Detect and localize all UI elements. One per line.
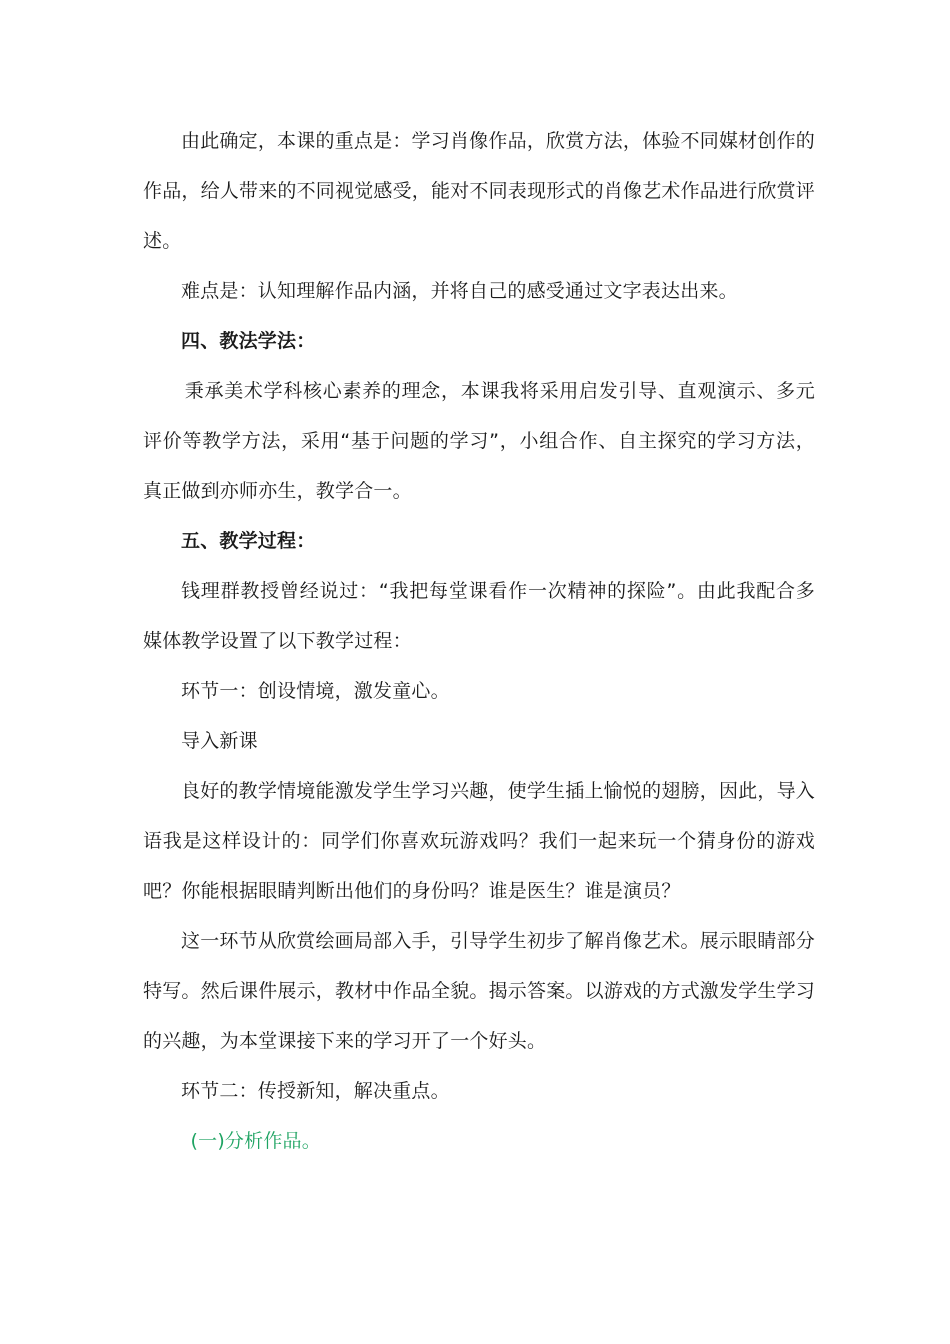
paragraph-intro-analysis: 这一环节从欣赏绘画局部入手，引导学生初步了解肖像艺术。展示眼睛部分特写。然后课件展示，教材中作品全貌。揭示答案。以游戏的方式激发学生学习的兴趣，为本堂课接下来的学习开了一个好头。 bbox=[143, 930, 816, 1052]
heading-teaching-process: 五、教学过程： bbox=[181, 530, 316, 552]
subheading-analyze-works: (一)分析作品。 bbox=[190, 1130, 321, 1152]
paragraph-intro-design: 良好的教学情境能激发学生学习兴趣，使学生插上愉悦的翅膀，因此，导入语我是这样设计的：同学们你喜欢玩游戏吗？我们一起来玩一个猜身份的游戏吧？你能根据眼睛判断出他们的身份吗？谁是医生？谁是演员？ bbox=[143, 780, 815, 902]
paragraph-key-points: 由此确定，本课的重点是：学习肖像作品，欣赏方法，体验不同媒材创作的作品，给人带来的不同视觉感受，能对不同表现形式的肖像艺术作品进行欣赏评述。 bbox=[143, 130, 816, 252]
paragraph-teaching-methods: 秉承美术学科核心素养的理念，本课我将采用启发引导、直观演示、多元评价等教学方法，采用“基于问题的学习”，小组合作、自主探究的学习方法，真正做到亦师亦生，教学合一。 bbox=[143, 380, 815, 502]
paragraph-quote: 钱理群教授曾经说过：“我把每堂课看作一次精神的探险”。由此我配合多媒体教学设置了以下教学过程： bbox=[143, 580, 815, 652]
paragraph-introduce-lesson: 导入新课 bbox=[181, 730, 258, 752]
paragraph-stage-one: 环节一：创设情境，激发童心。 bbox=[181, 680, 450, 702]
heading-teaching-methods: 四、教法学法： bbox=[181, 330, 316, 352]
document-body bbox=[143, 116, 815, 1166]
paragraph-difficulty: 难点是：认知理解作品内涵，并将自己的感受通过文字表达出来。 bbox=[181, 280, 738, 302]
paragraph-stage-two: 环节二：传授新知，解决重点。 bbox=[181, 1080, 450, 1102]
